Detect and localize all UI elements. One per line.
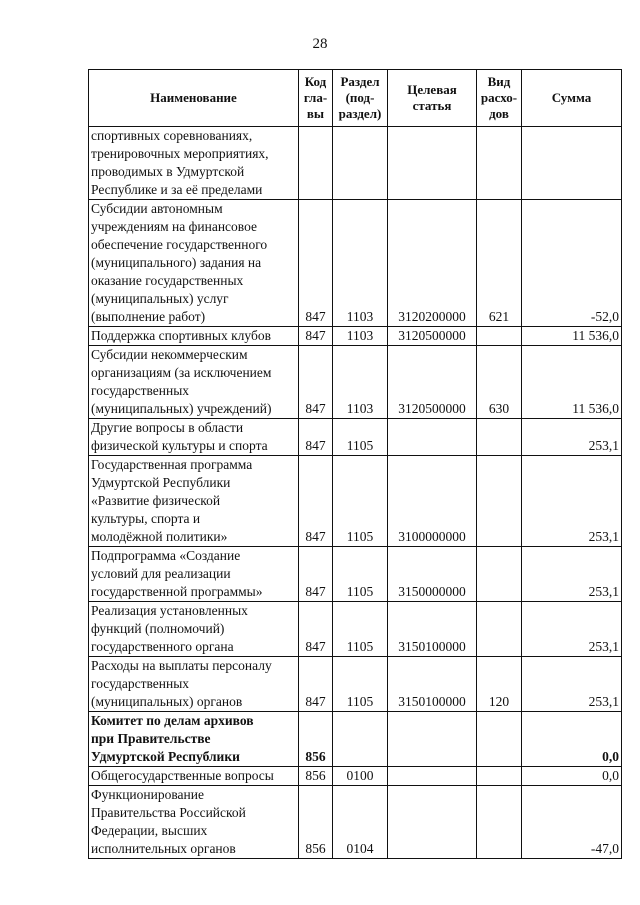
row-section: 1105 (333, 547, 388, 602)
table-row (89, 200, 622, 327)
row-type (477, 767, 522, 786)
row-sum: 11 536,0 (522, 327, 622, 346)
row-code: 847 (299, 657, 333, 712)
row-target: 3120500000 (388, 327, 477, 346)
row-sum: 253,1 (522, 547, 622, 602)
table-row (89, 767, 622, 786)
row-section: 1105 (333, 456, 388, 547)
row-name: Субсидии автономным учреждениям на финансовое обеспечение государственного (муниципального) задания на оказание государственных (муниципальных) услуг (выполнение работ) (89, 200, 299, 327)
budget-table (88, 69, 622, 859)
row-section: 1103 (333, 346, 388, 419)
table-row (89, 657, 622, 712)
table-row (89, 419, 622, 456)
header-sum: Сумма (522, 70, 622, 127)
table-row (89, 547, 622, 602)
row-target (388, 127, 477, 200)
table-row (89, 127, 622, 200)
row-code (299, 127, 333, 200)
row-sum (522, 127, 622, 200)
header-name: Наименование (89, 70, 299, 127)
row-section: 0104 (333, 786, 388, 859)
row-type (477, 456, 522, 547)
row-code: 856 (299, 712, 333, 767)
row-code: 847 (299, 419, 333, 456)
row-code: 847 (299, 456, 333, 547)
row-section: 1105 (333, 657, 388, 712)
row-name: спортивных соревнованиях, тренировочных мероприятиях, проводимых в Удмуртской Республике и за её пределами (89, 127, 299, 200)
row-target (388, 767, 477, 786)
row-type: 120 (477, 657, 522, 712)
table-row (89, 602, 622, 657)
row-code: 856 (299, 767, 333, 786)
header-section: Раздел (под- раздел) (333, 70, 388, 127)
row-type (477, 127, 522, 200)
row-target: 3120500000 (388, 346, 477, 419)
table-header-row (89, 70, 622, 127)
row-target: 3150100000 (388, 657, 477, 712)
row-sum: 253,1 (522, 456, 622, 547)
row-section: 1103 (333, 327, 388, 346)
row-name: Функционирование Правительства Российской Федерации, высших исполнительных органов (89, 786, 299, 859)
row-name: Реализация установленных функций (полномочий) государственного органа (89, 602, 299, 657)
row-name: Общегосударственные вопросы (89, 767, 299, 786)
row-sum: 253,1 (522, 419, 622, 456)
row-name: Комитет по делам архивов при Правительстве Удмуртской Республики (89, 712, 299, 767)
page-number: 28 (312, 36, 328, 52)
row-target: 3100000000 (388, 456, 477, 547)
row-name: Расходы на выплаты персоналу государственных (муниципальных) органов (89, 657, 299, 712)
row-type (477, 786, 522, 859)
row-target: 3150100000 (388, 602, 477, 657)
row-code: 847 (299, 200, 333, 327)
row-name: Государственная программа Удмуртской Республики «Развитие физической культуры, спорта и молодёжной политики» (89, 456, 299, 547)
row-type: 630 (477, 346, 522, 419)
row-type: 621 (477, 200, 522, 327)
row-target (388, 786, 477, 859)
row-target: 3150000000 (388, 547, 477, 602)
table-row (89, 786, 622, 859)
row-name: Субсидии некоммерческим организациям (за исключением государственных (муниципальных) учреждений) (89, 346, 299, 419)
row-target: 3120200000 (388, 200, 477, 327)
table-row (89, 346, 622, 419)
row-section: 1105 (333, 419, 388, 456)
header-type: Вид расхо- дов (477, 70, 522, 127)
row-code: 856 (299, 786, 333, 859)
row-type (477, 547, 522, 602)
row-section (333, 712, 388, 767)
row-target (388, 419, 477, 456)
row-sum: 0,0 (522, 712, 622, 767)
row-type (477, 327, 522, 346)
row-code: 847 (299, 602, 333, 657)
row-sum: 253,1 (522, 657, 622, 712)
row-type (477, 712, 522, 767)
row-name: Другие вопросы в области физической культуры и спорта (89, 419, 299, 456)
row-sum: -47,0 (522, 786, 622, 859)
row-section: 0100 (333, 767, 388, 786)
table-row (89, 712, 622, 767)
row-sum: 11 536,0 (522, 346, 622, 419)
row-section (333, 127, 388, 200)
row-section: 1103 (333, 200, 388, 327)
row-code: 847 (299, 547, 333, 602)
row-code: 847 (299, 346, 333, 419)
header-code: Код гла- вы (299, 70, 333, 127)
row-sum: 0,0 (522, 767, 622, 786)
row-name: Поддержка спортивных клубов (89, 327, 299, 346)
row-target (388, 712, 477, 767)
row-sum: 253,1 (522, 602, 622, 657)
row-name: Подпрограмма «Создание условий для реализации государственной программы» (89, 547, 299, 602)
row-type (477, 602, 522, 657)
row-code: 847 (299, 327, 333, 346)
row-type (477, 419, 522, 456)
row-section: 1105 (333, 602, 388, 657)
table-row (89, 456, 622, 547)
row-sum: -52,0 (522, 200, 622, 327)
header-target: Целевая статья (388, 70, 477, 127)
table-row (89, 327, 622, 346)
